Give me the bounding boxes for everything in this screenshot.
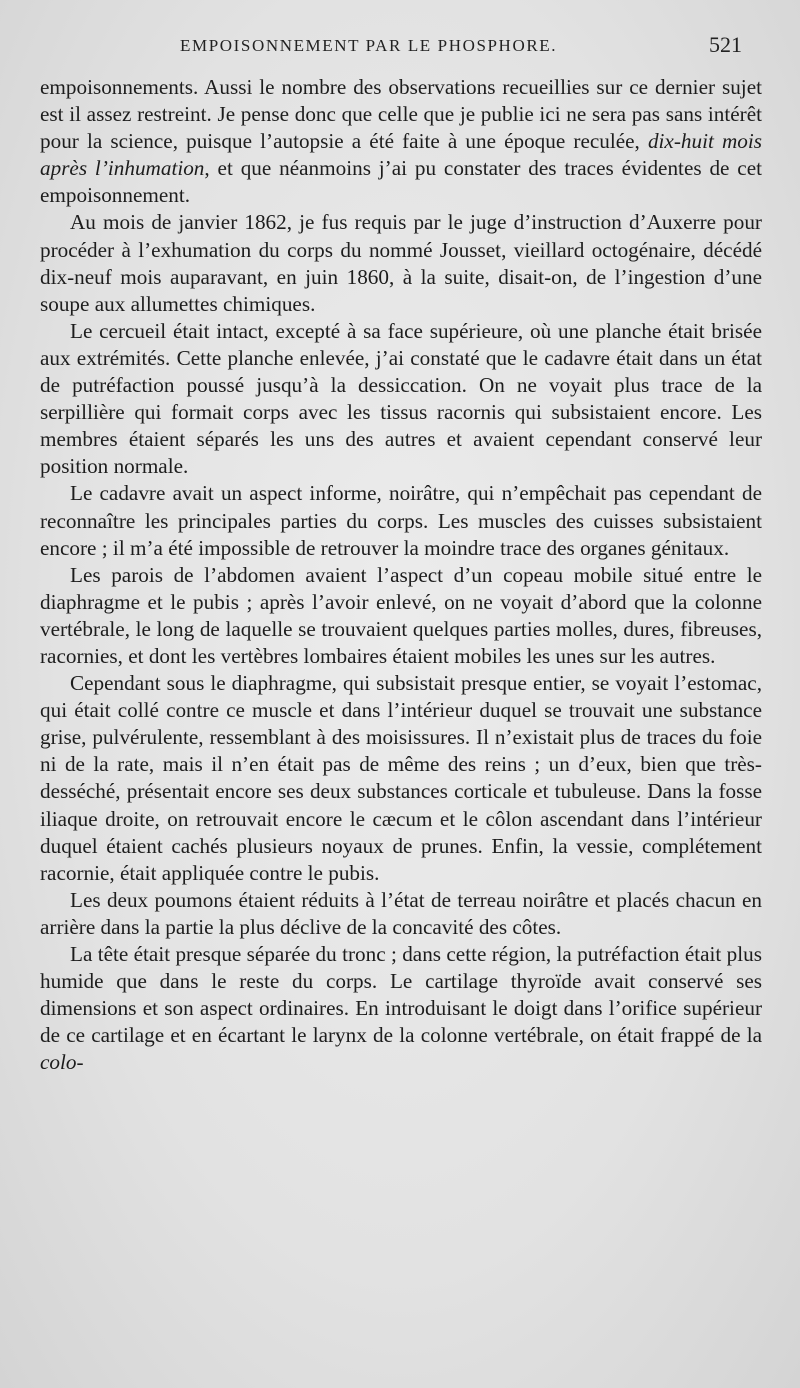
- paragraph-8-italic: colo-: [40, 1050, 84, 1075]
- paragraph-7-text: Les deux poumons étaient réduits à l’état de terreau noirâtre et placés chacun en arrière dans la partie la plus déclive de la concavité des côtes.: [40, 887, 762, 939]
- paragraph-3-text: Le cercueil était intact, excepté à sa face supérieure, où une planche était brisée aux extrémités. Cette planche enlevée, j’ai constaté que le cadavre était dans un état de putréfaction poussé jusqu’à la dessiccation. On ne voyait plus trace de la serpillière qui formait corps avec les tissus racornis qui subsistaient encore. Les membres étaient séparés les uns des autres et avaient cependant conservé leur position normale.: [40, 318, 762, 479]
- body-text: [40, 74, 762, 1076]
- paragraph-1-italic: dix-huit mois après l’inhumation: [40, 129, 762, 181]
- paragraph-1-part-3: , et que néanmoins j’ai pu constater des traces évidentes de cet empoisonnement.: [40, 156, 762, 208]
- paragraph-1-part-1: empoisonnements. Aussi le nombre des observations recueillies sur ce dernier sujet est il assez restreint. Je pense donc que celle que je publie ici ne sera pas sans intérêt pour la science, puisque l’autopsie a été faite à une époque reculée,: [40, 75, 762, 154]
- paragraph-1: [40, 74, 762, 209]
- paragraph-4-text: Le cadavre avait un aspect informe, noirâtre, qui n’empêchait pas cependant de reconnaître les principales parties du corps. Les muscles des cuisses subsistaient encore ; il m’a été impossible de retrouver la moindre trace des organes génitaux.: [40, 481, 762, 560]
- page-header: [40, 32, 742, 64]
- paragraph-2-text: Au mois de janvier 1862, je fus requis par le juge d’instruction d’Auxerre pour procéder à l’exhumation du corps du nommé Jousset, vieillard octogénaire, décédé dix-neuf mois auparavant, en juin 1860, à la suite, disait-on, de l’ingestion d’une soupe aux allumettes chimiques.: [40, 210, 762, 316]
- paragraph-5: [40, 562, 762, 670]
- page-number: 521: [709, 32, 742, 57]
- running-title: EMPOISONNEMENT PAR LE PHOSPHORE.: [180, 36, 558, 55]
- paragraph-6-text: Cependant sous le diaphragme, qui subsistait presque entier, se voyait l’estomac, qui était collé contre ce muscle et dans l’intérieur duquel se trouvait une substance grise, pulvérulente, ressemblant à des moisissures. Il n’existait plus de traces du foie ni de la rate, mais il n’en était pas de même des reins ; un d’eux, bien que très-desséché, présentait encore ses deux substances corticale et tubuleuse. Dans la fosse iliaque droite, on retrouvait encore le cæcum et le côlon ascendant dans l’intérieur duquel étaient cachés plusieurs noyaux de prunes. Enfin, la vessie, complétement racornie, était appliquée contre le pubis.: [40, 671, 762, 885]
- paragraph-8: [40, 941, 762, 1076]
- paragraph-3: [40, 318, 762, 481]
- paragraph-6: [40, 670, 762, 887]
- paragraph-4: [40, 480, 762, 561]
- paragraph-7: [40, 887, 762, 941]
- paragraph-2: [40, 209, 762, 317]
- paragraph-5-text: Les parois de l’abdomen avaient l’aspect d’un copeau mobile situé entre le diaphragme et le pubis ; après l’avoir enlevé, on ne voyait d’abord que la colonne vertébrale, le long de laquelle se trouvaient quelques parties molles, dures, fibreuses, racornies, et dont les vertèbres lombaires étaient mobiles les unes sur les autres.: [40, 562, 762, 668]
- paragraph-8-part-1: La tête était presque séparée du tronc ; dans cette région, la putréfaction était plus humide que dans le reste du corps. Le cartilage thyroïde avait conservé ses dimensions et son aspect ordinaires. En introduisant le doigt dans l’orifice supérieur de ce cartilage et en écartant le larynx de la colonne vertébrale, on était frappé de la: [40, 942, 762, 1048]
